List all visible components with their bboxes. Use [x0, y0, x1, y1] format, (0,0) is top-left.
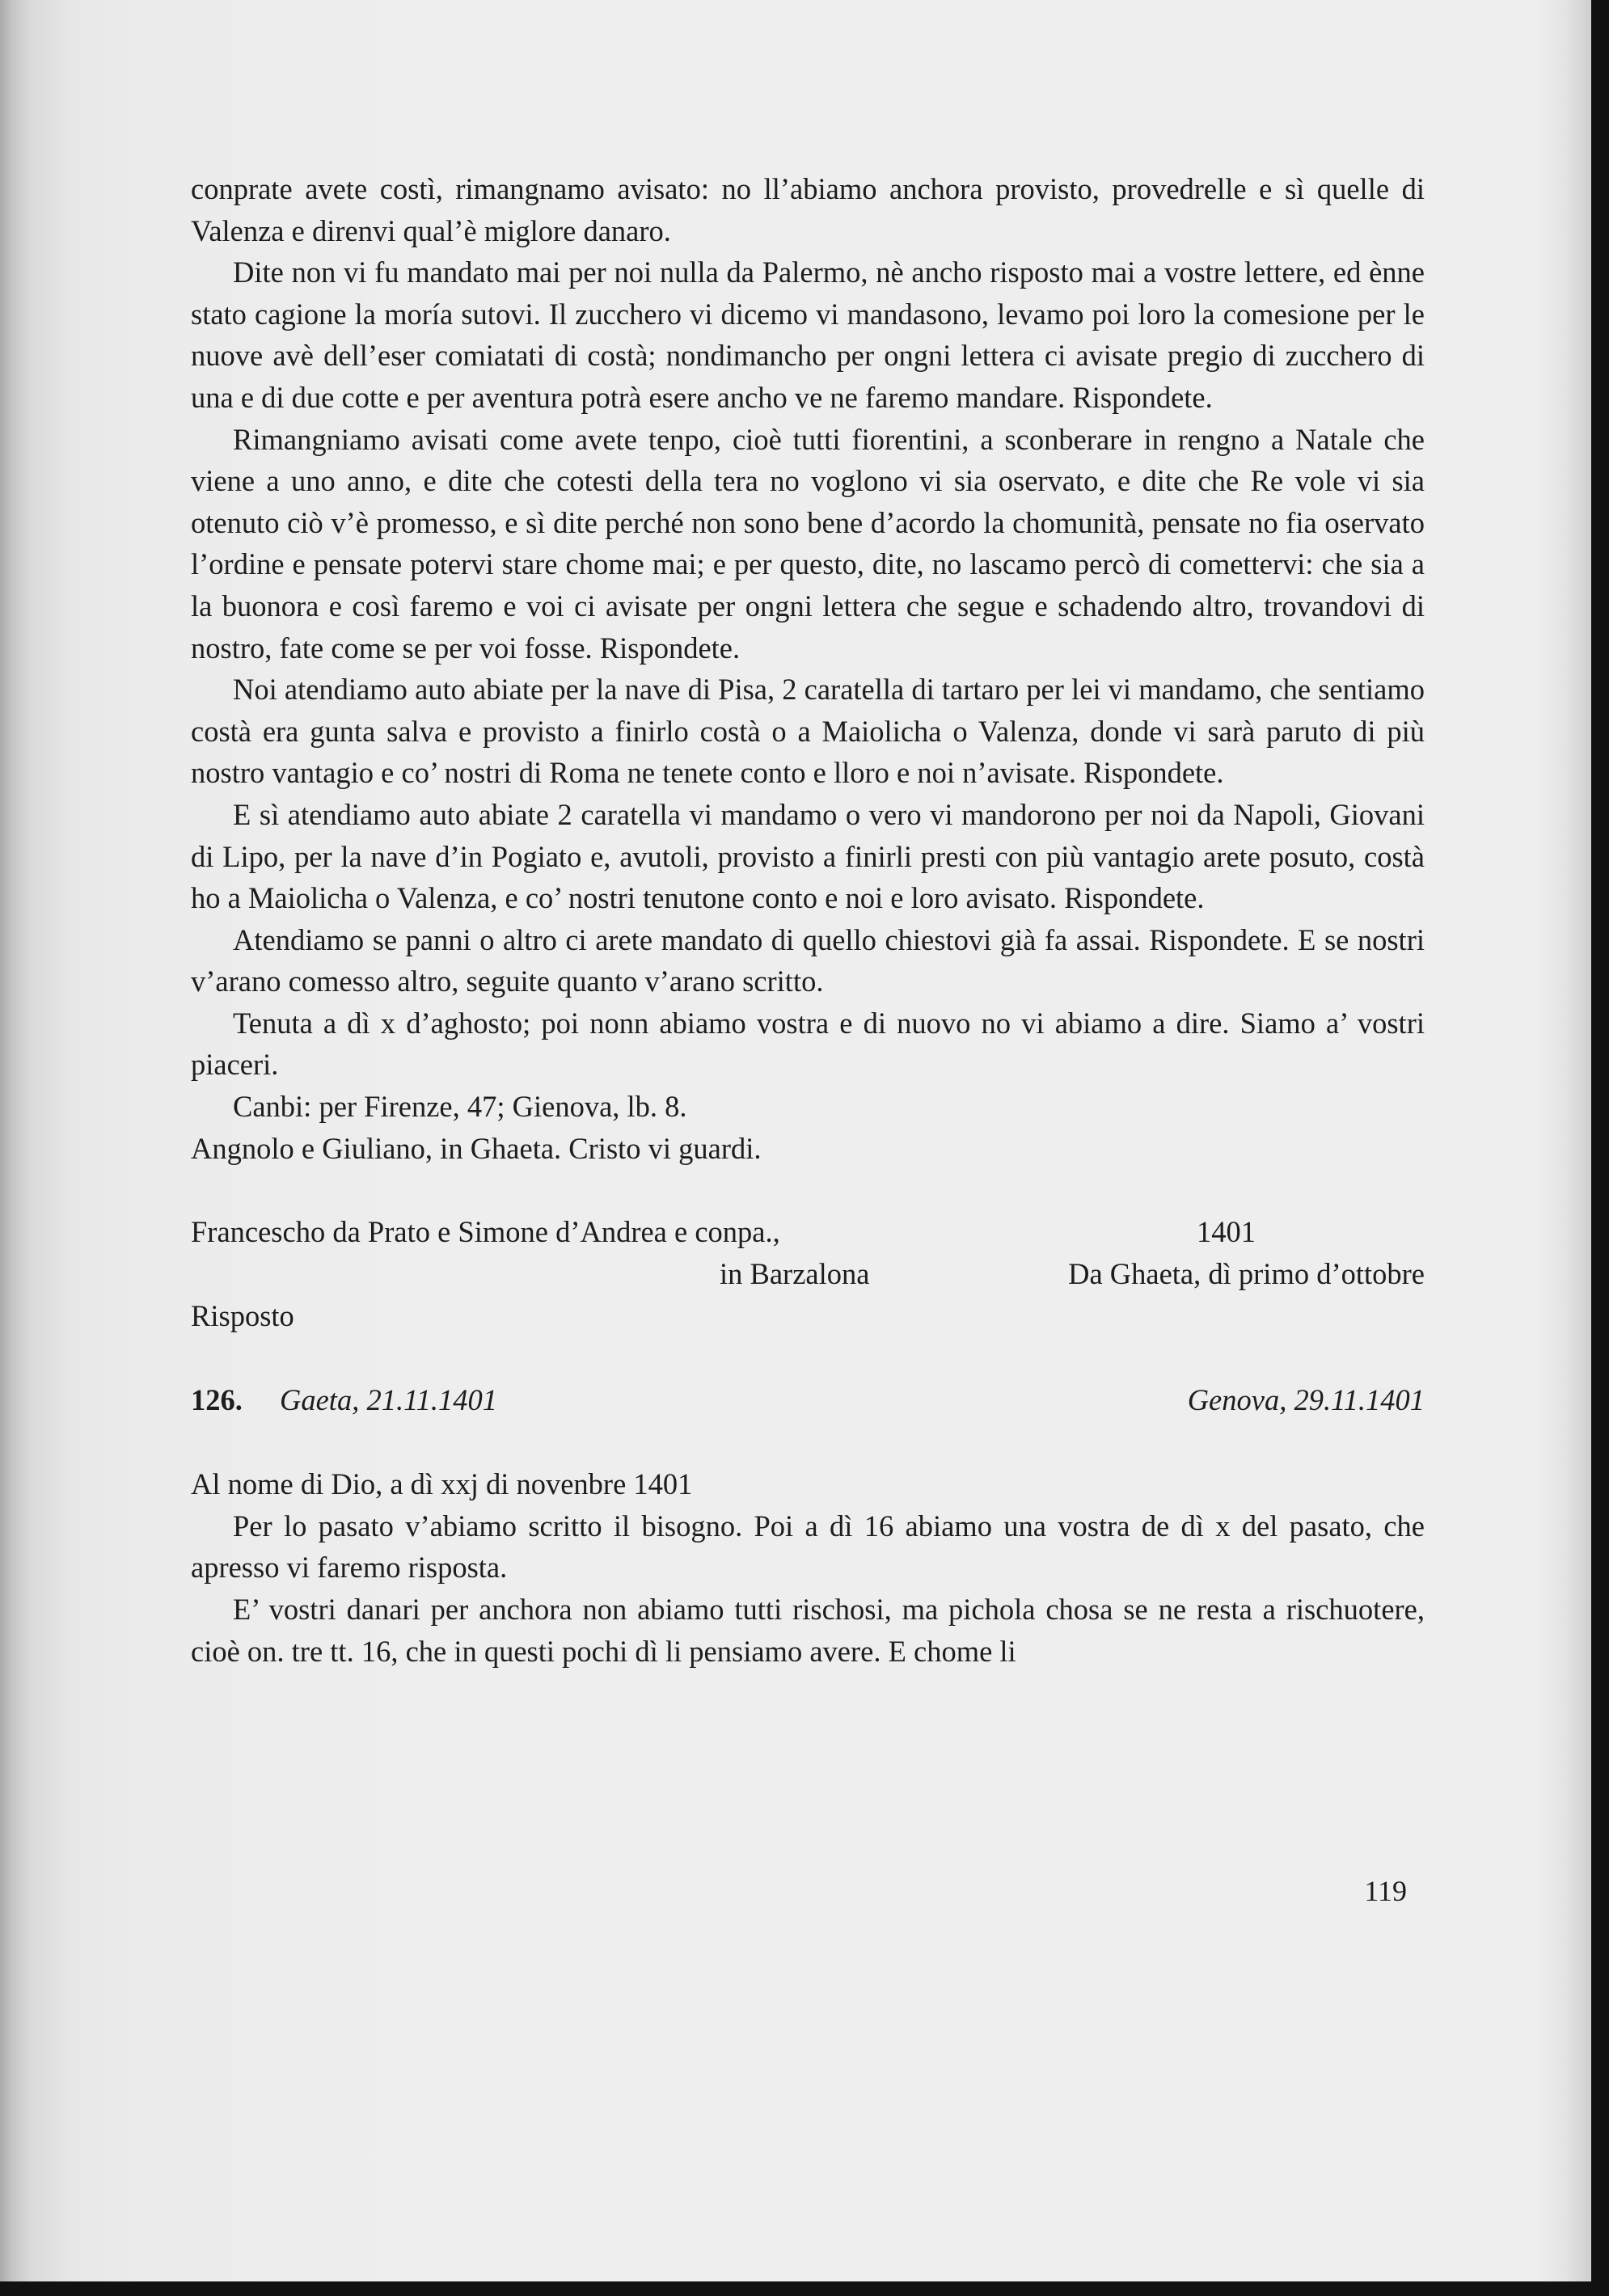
- scan-edge-right: [1591, 0, 1609, 2296]
- page-number: 119: [1364, 1875, 1407, 1907]
- paragraph: Canbi: per Firenze, 47; Gienova, lb. 8.: [233, 1090, 687, 1124]
- address-place: in Barzalona: [720, 1257, 870, 1291]
- address-year: 1401: [1197, 1215, 1256, 1249]
- page-text: [191, 168, 1425, 1672]
- paragraph: Per lo pasato v’abiamo scritto il bisogno. Poi a dì 16 abiamo una vostra de dì x del pasato, che apresso vi faremo risposta.: [191, 1509, 1425, 1585]
- letter-address: [191, 1211, 1425, 1337]
- paragraph: Rimangniamo avisati come avete tenpo, cioè tutti fiorentini, a sconberare in rengno a Natale che viene a uno anno, e dite che cotesti della tera no voglono vi sia oservato, e dite che Re vole vi sia otenuto ciò v’è promesso, e sì dite perché non sono bene d’acordo la chomunità, pensate no fia oservato l’ordine e pensate potervi stare chome mai; e per questo, dite, no lascamo percò di comettervi: che sia a la buonora e così faremo e voi ci avisate per ongni lettera che segue e schadendo altro, trovandovi di nostro, fate come se per voi fosse. Rispondete.: [191, 422, 1425, 665]
- letter-header: [191, 1379, 1425, 1421]
- paragraph: E sì atendiamo auto abiate 2 caratella vi mandamo o vero vi mandorono per noi da Napoli, Giovani di Lipo, per la nave d’in Pogiato e, avutoli, provisto a finirli presti con più vantagio arete posuto, costà ho a Maiolicha o Valenza, e co’ nostri tenutone conto e noi e loro avisato. Rispondete.: [191, 797, 1425, 915]
- letter-to: Genova, 29.11.1401: [1187, 1383, 1425, 1417]
- letter-signature: Angnolo e Giuliano, in Ghaeta. Cristo vi guardi.: [191, 1131, 762, 1165]
- address-recipient: Francescho da Prato e Simone d’Andrea e conpa.,: [191, 1215, 780, 1249]
- scan-edge-bottom: [0, 2281, 1609, 2296]
- paragraph: Atendiamo se panni o altro ci arete mandato di quello chiestovi già fa assai. Rispondete. E se nostri v’arano comesso altro, seguite quanto v’arano scritto.: [191, 922, 1425, 998]
- address-reply: Risposto: [191, 1299, 294, 1333]
- paragraph: conprate avete costì, rimangnamo avisato: no ll’abiamo anchora provisto, provedrelle e sì quelle di Valenza e direnvi qual’è miglore danaro.: [191, 172, 1425, 247]
- letter-number: 126.: [191, 1383, 243, 1417]
- paragraph: Noi atendiamo auto abiate per la nave di Pisa, 2 caratella di tartaro per lei vi mandamo, che sentiamo costà era gunta salva e provisto a finirlo costà o a Maiolicha o Valenza, donde vi sarà paruto di più nostro vantagio e co’ nostri di Roma ne tenete conto e lloro e noi n’avisate. Rispondete.: [191, 673, 1425, 790]
- paragraph: Dite non vi fu mandato mai per noi nulla da Palermo, nè ancho risposto mai a vostre lettere, ed ènne stato cagione la moría sutovi. Il zucchero vi dicemo vi mandasono, levamo poi loro la comesione per le nuove avè dell’eser comiatati di costà; nondimancho per ongni lettera ci avisate pregio di zucchero di una e di due cotte e per aventura potrà esere ancho ve ne faremo mandare. Rispondete.: [191, 255, 1425, 414]
- address-origin: Da Ghaeta, dì primo d’ottobre: [1068, 1257, 1425, 1291]
- paragraph: Tenuta a dì x d’aghosto; poi nonn abiamo vostra e di nuovo no vi abiamo a dire. Siamo a’ vostri piaceri.: [191, 1006, 1425, 1082]
- letter-from: Gaeta, 21.11.1401: [280, 1383, 497, 1417]
- letter-heading: Al nome di Dio, a dì xxj di novenbre 1401: [191, 1467, 693, 1501]
- paragraph: E’ vostri danari per anchora non abiamo tutti rischosi, ma pichola chosa se ne resta a rischuotere, cioè on. tre tt. 16, che in questi pochi dì li pensiamo avere. E chome li: [191, 1593, 1425, 1668]
